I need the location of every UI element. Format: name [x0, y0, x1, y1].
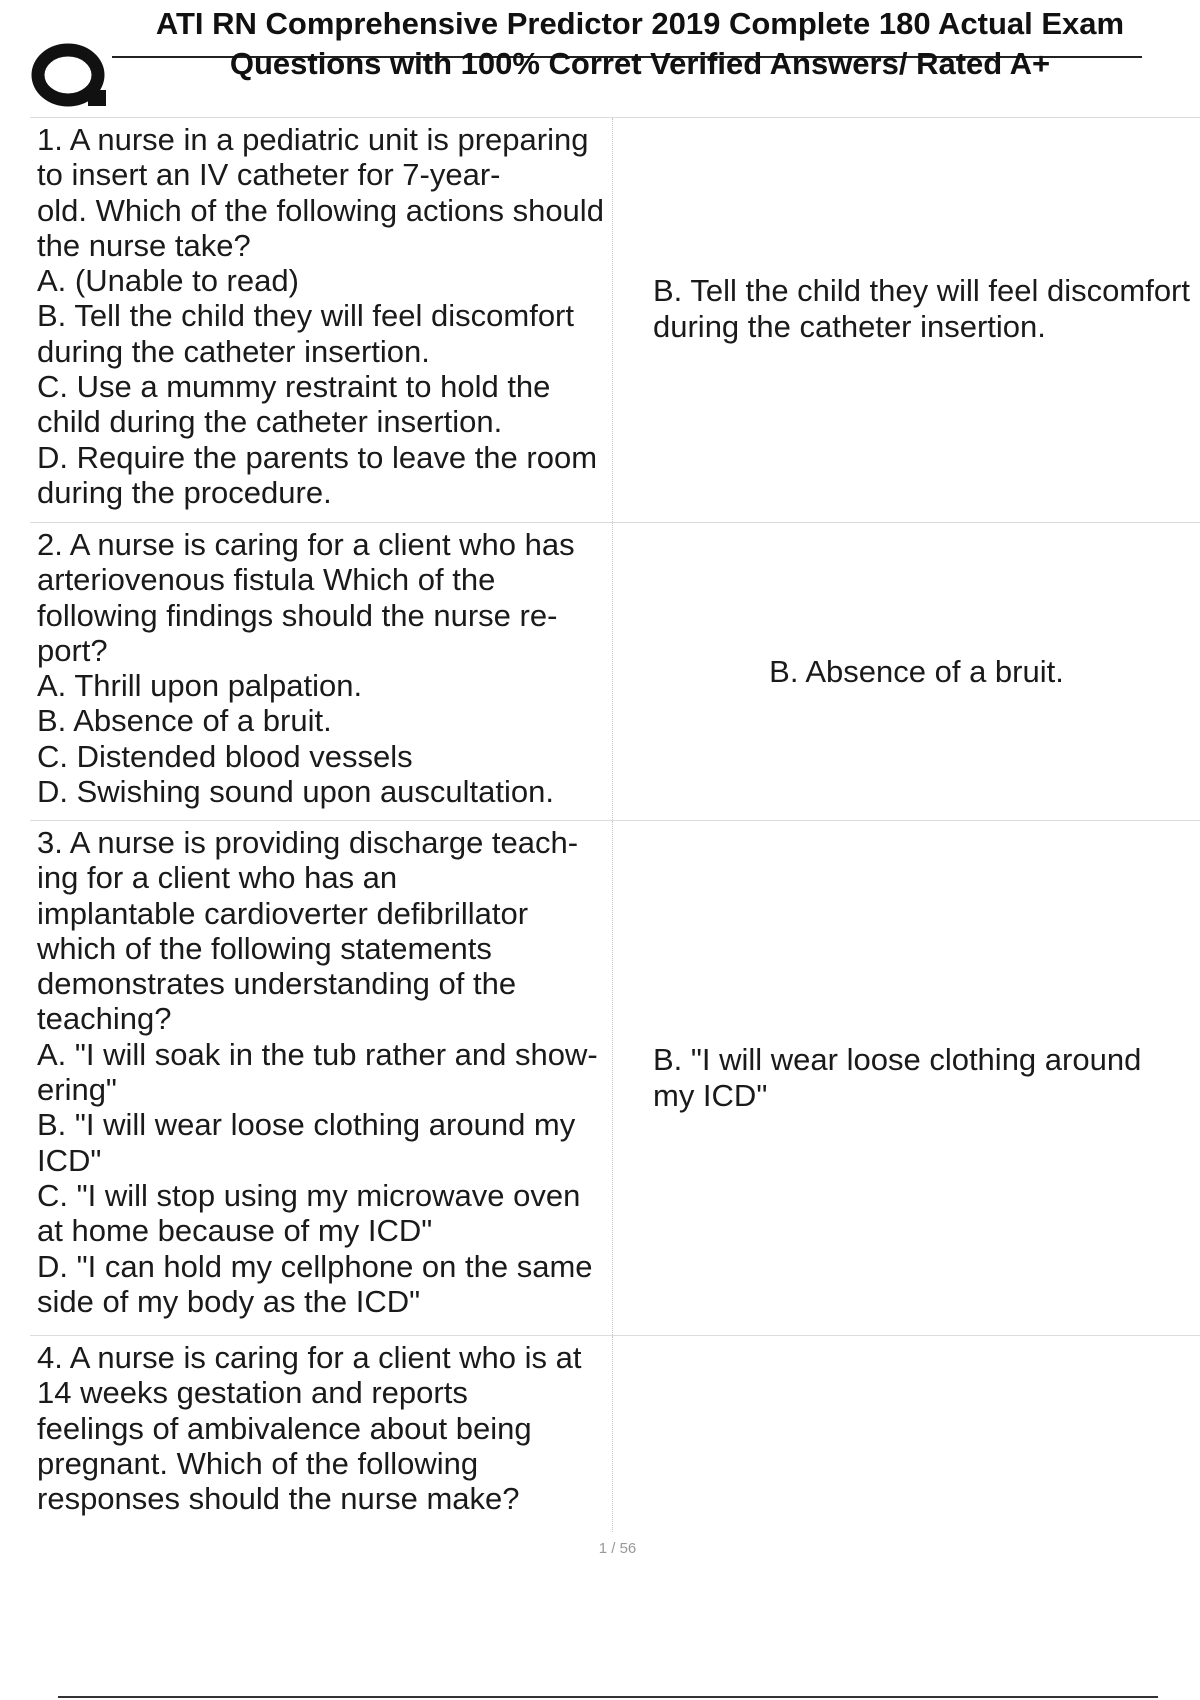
- table-row: [30, 522, 1200, 820]
- table-row: [30, 1335, 1200, 1532]
- table-row: [30, 820, 1200, 1335]
- answer-cell: [613, 118, 1200, 522]
- question-cell: 4. A nurse is caring for a client who is at 14 weeks gestation and reports feelings of ambivalence about being pregnant. Which of the following responses should the nurse make?: [30, 1336, 613, 1532]
- answer-cell: [613, 523, 1200, 820]
- question-cell: 3. A nurse is providing discharge teach- ing for a client who has an implantable cardioverter defibrillator which of the following statements demonstrates understanding of the teaching? A. "I will soak in the tub rather and show- ering" B. "I will wear loose clothing around my ICD" C. "I will stop using my microwave oven at home because of my ICD" D. "I can hold my cellphone on the same side of my body as the ICD": [30, 821, 613, 1335]
- table-row: [30, 117, 1200, 522]
- document-title-line-1: ATI RN Comprehensive Predictor 2019 Complete 180 Actual Exam: [155, 6, 1125, 41]
- page-number: 1 / 56: [598, 1540, 637, 1557]
- question-answer-table: [30, 117, 1200, 1532]
- answer-text: B. "I will wear loose clothing around my ICD": [653, 1042, 1142, 1113]
- answer-text: B. Absence of a bruit.: [769, 653, 1064, 689]
- footer-divider: [58, 1696, 1158, 1698]
- document-title-line-2: Questions with 100% Corret Verified Answers/ Rated A+: [229, 46, 1051, 81]
- question-cell: 1. A nurse in a pediatric unit is preparing to insert an IV catheter for 7-year- old. Which of the following actions should the nurse take? A. (Unable to read) B. Tell the child they will feel discomfort during the catheter insertion. C. Use a mummy restraint to hold the child during the catheter insertion. D. Require the parents to leave the room during the procedure.: [30, 118, 613, 522]
- document-header: [0, 0, 1200, 115]
- answer-text: B. Tell the child they will feel discomfort during the catheter insertion.: [653, 273, 1190, 344]
- answer-cell: [613, 821, 1200, 1335]
- question-cell: 2. A nurse is caring for a client who has arteriovenous fistula Which of the following findings should the nurse re- port? A. Thrill upon palpation. B. Absence of a bruit. C. Distended blood vessels D. Swishing sound upon auscultation.: [30, 523, 613, 820]
- answer-cell: [613, 1336, 1200, 1532]
- q-logo-icon: [30, 40, 112, 108]
